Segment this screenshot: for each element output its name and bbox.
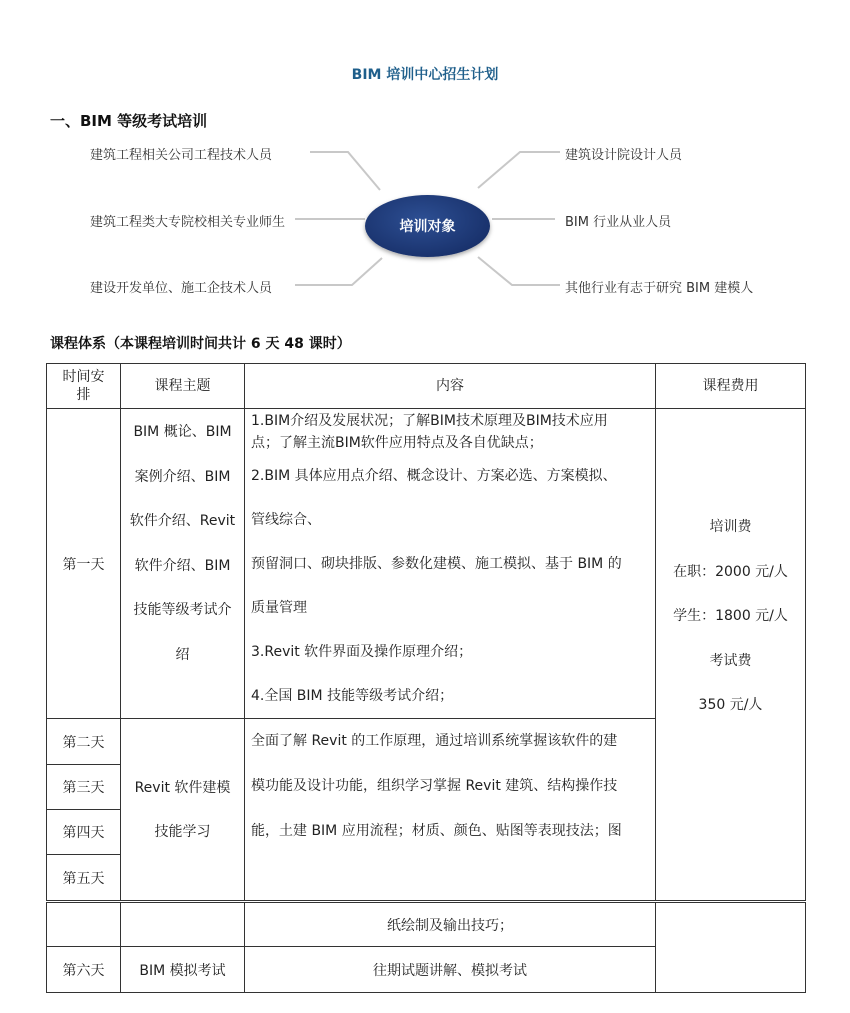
course-table bbox=[46, 363, 806, 901]
cont-content: 纸绘制及输出技巧； bbox=[245, 903, 656, 947]
day4-time: 第四天 bbox=[47, 810, 121, 855]
target-left-1: 建筑工程相关公司工程技术人员 bbox=[90, 148, 273, 163]
header-fee: 课程费用 bbox=[656, 364, 806, 409]
cont-time bbox=[47, 903, 121, 947]
header-content: 内容 bbox=[245, 364, 656, 409]
day6-content: 往期试题讲解、模拟考试 bbox=[245, 947, 656, 993]
section-title: 一、BIM 等级考试培训 bbox=[50, 112, 208, 130]
day6-time: 第六天 bbox=[47, 947, 121, 993]
day2-time: 第二天 bbox=[47, 719, 121, 765]
center-ellipse bbox=[365, 195, 490, 257]
table-header-row bbox=[47, 364, 806, 409]
target-right-3: 其他行业有志于研究 BIM 建模人 bbox=[565, 281, 754, 296]
header-topic: 课程主题 bbox=[121, 364, 245, 409]
day3-time: 第三天 bbox=[47, 765, 121, 810]
day6-topic: BIM 模拟考试 bbox=[121, 947, 245, 993]
target-right-2: BIM 行业从业人员 bbox=[565, 215, 672, 230]
page-title: BIM 培训中心招生计划 bbox=[351, 67, 499, 83]
day5-time: 第五天 bbox=[47, 855, 121, 901]
cont-topic bbox=[121, 903, 245, 947]
target-left-2: 建筑工程类大专院校相关专业师生 bbox=[90, 215, 286, 230]
day1-time: 第一天 bbox=[47, 409, 121, 719]
table-row bbox=[47, 409, 806, 719]
days2-5-content: 全面了解 Revit 的工作原理，通过培训系统掌握该软件的建 模功能及设计功能，组织学习掌握 Revit 建筑、结构操作技 能，土建 BIM 应用流程；材质、颜色、贴图等表现技法；图 bbox=[245, 719, 656, 901]
days2-5-topic: Revit 软件建模 技能学习 bbox=[121, 719, 245, 901]
fee-cell: 培训费 在职：2000 元/人 学生：1800 元/人 考试费 350 元/人 bbox=[656, 409, 806, 901]
table-row bbox=[47, 903, 806, 947]
day1-topic: BIM 概论、BIM 案例介绍、BIM 软件介绍、Revit 软件介绍、BIM 技能等级考试介 绍 bbox=[121, 409, 245, 719]
target-left-3: 建设开发单位、施工企技术人员 bbox=[90, 281, 273, 296]
cont-fee bbox=[656, 903, 806, 993]
header-time: 时间安 排 bbox=[47, 364, 121, 409]
course-heading: 课程体系（本课程培训时间共计 6 天 48 课时） bbox=[50, 336, 351, 352]
day1-content: 1.BIM介绍及发展状况；了解BIM技术原理及BIM技术应用 点；了解主流BIM软件应用特点及各自优缺点； 2.BIM 具体应用点介绍、概念设计、方案必选、方案模拟、 管线综合、 预留洞口、砌块排版、参数化建模、施工模拟、基于 BIM 的 质量管理 3.Revit 软件界面及操作原理介绍； 4.全国 BIM 技能等级考试介绍； bbox=[245, 409, 656, 719]
course-table-continued bbox=[46, 902, 806, 993]
target-right-1: 建筑设计院设计人员 bbox=[565, 148, 683, 163]
center-label: 培训对象 bbox=[399, 219, 456, 235]
